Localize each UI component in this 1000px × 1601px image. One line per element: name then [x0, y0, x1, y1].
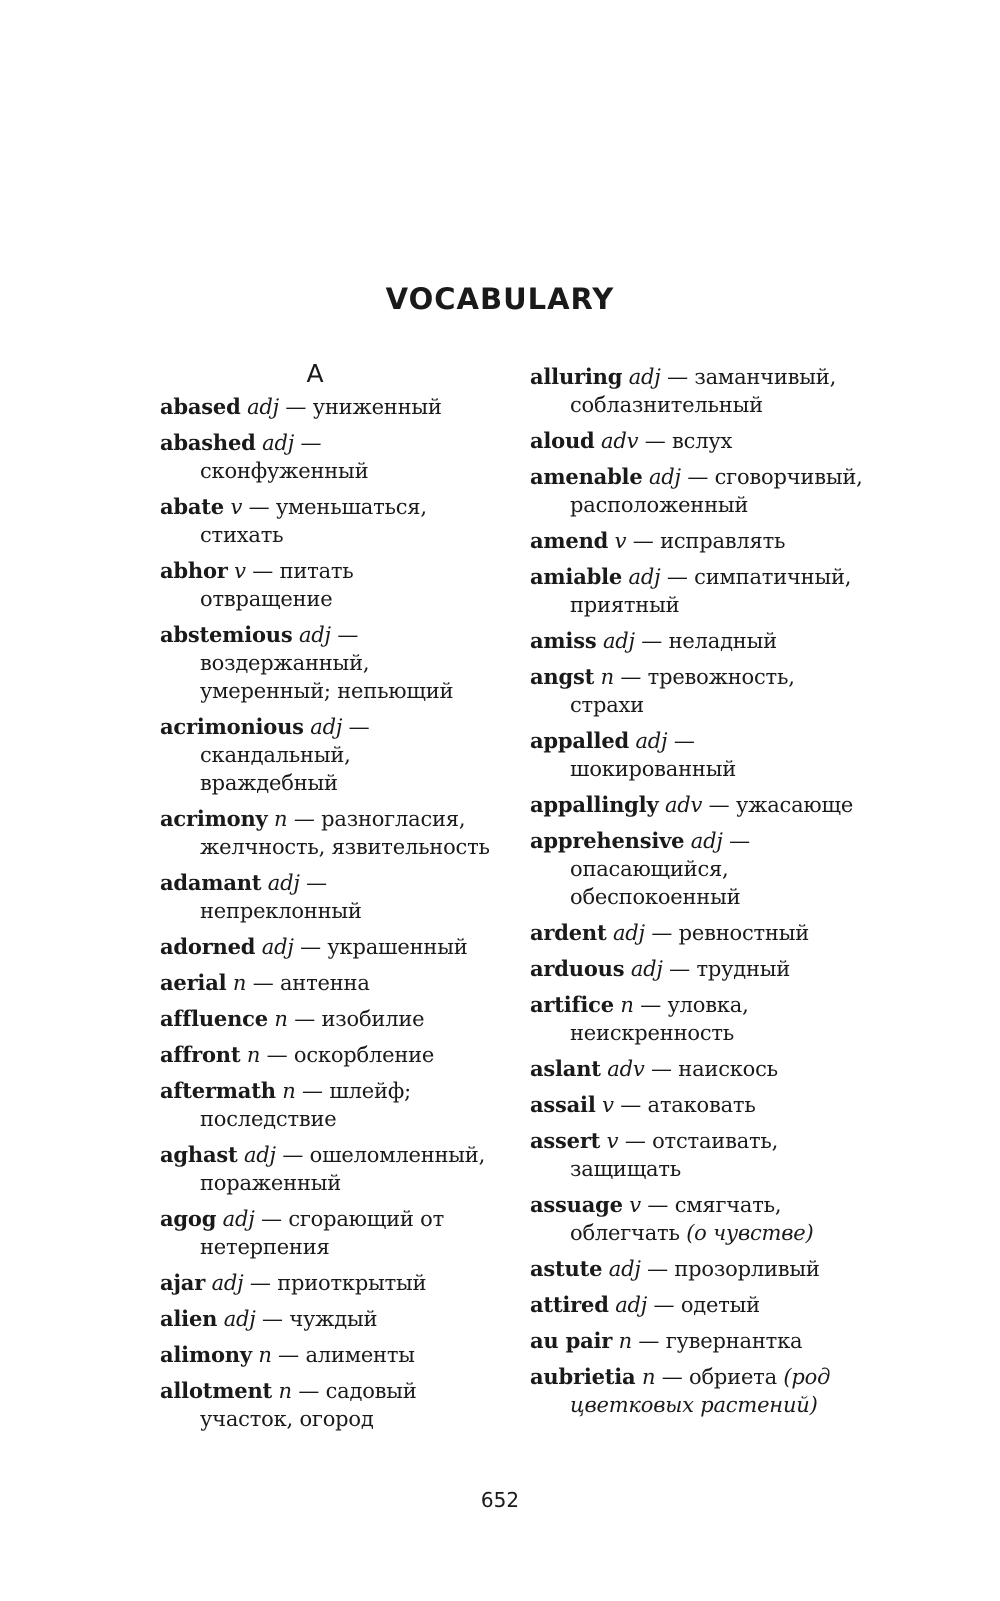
entry-note: (о чувстве): [686, 1221, 814, 1245]
dictionary-entry: [530, 363, 865, 419]
entry-headword: aerial: [160, 970, 227, 995]
entry-translation: сговорчивый, расположенный: [570, 465, 863, 517]
right-entry-list: [530, 363, 865, 1419]
entry-part-of-speech: n: [600, 665, 614, 689]
entry-translation: питать отвращение: [200, 559, 354, 611]
entry-headword: aftermath: [160, 1078, 276, 1103]
entry-translation: украшенный: [327, 935, 468, 959]
dictionary-entry: [530, 1255, 865, 1283]
entry-part-of-speech: adj: [267, 871, 300, 895]
entry-dash: —: [631, 1329, 666, 1353]
entry-headword: artifice: [530, 992, 614, 1017]
entry-note: (род цветковых растений): [570, 1365, 831, 1417]
entry-dash: —: [243, 1271, 278, 1295]
entry-part-of-speech: adj: [612, 921, 645, 945]
entry-headword: affluence: [160, 1006, 268, 1031]
entry-part-of-speech: adj: [630, 957, 663, 981]
dictionary-entry: [160, 557, 490, 613]
entry-translation: отстаивать, защищать: [570, 1129, 779, 1181]
entry-dash: —: [626, 529, 661, 553]
entry-headword: astute: [530, 1256, 603, 1281]
entry-headword: adamant: [160, 870, 262, 895]
entry-headword: appallingly: [530, 792, 659, 817]
entry-dash: —: [640, 1257, 675, 1281]
entry-part-of-speech: adj: [690, 829, 723, 853]
entry-dash: —: [295, 1079, 330, 1103]
entry-part-of-speech: adj: [298, 623, 331, 647]
entry-part-of-speech: v: [602, 1093, 614, 1117]
dictionary-entry: [160, 1269, 490, 1297]
entry-translation: прозорливый: [674, 1257, 820, 1281]
entry-dash: —: [644, 921, 679, 945]
entry-headword: aloud: [530, 428, 595, 453]
entry-translation: шлейф; последствие: [200, 1079, 411, 1131]
entry-dash: —: [680, 465, 715, 489]
entry-dash: —: [644, 1057, 679, 1081]
dictionary-entry: [160, 805, 490, 861]
entry-headword: ajar: [160, 1270, 206, 1295]
dictionary-entry: [160, 869, 490, 925]
entry-dash: —: [291, 1379, 326, 1403]
entry-headword: ardent: [530, 920, 607, 945]
dictionary-entry: [530, 1091, 865, 1119]
entry-dash: —: [667, 729, 695, 753]
entry-part-of-speech: v: [629, 1193, 641, 1217]
entry-headword: arduous: [530, 956, 625, 981]
entry-translation: сконфуженный: [200, 459, 369, 483]
entry-dash: —: [245, 559, 280, 583]
entry-part-of-speech: n: [282, 1079, 296, 1103]
entry-translation: смягчать, облегчать: [570, 1193, 782, 1245]
entry-headword: assuage: [530, 1192, 623, 1217]
entry-headword: affront: [160, 1042, 241, 1067]
section-letter: A: [306, 359, 324, 388]
entry-translation: шокированный: [570, 757, 737, 781]
entry-translation: атаковать: [647, 1093, 756, 1117]
dictionary-entry: [530, 527, 865, 555]
entry-translation: ошеломленный, пораженный: [200, 1143, 486, 1195]
entry-part-of-speech: adj: [615, 1293, 648, 1317]
entry-part-of-speech: adv: [664, 793, 703, 817]
entry-translation: трудный: [696, 957, 791, 981]
entry-dash: —: [662, 957, 697, 981]
entry-headword: abhor: [160, 558, 228, 583]
entry-dash: —: [255, 1307, 290, 1331]
entry-translation: воздержанный, умеренный; непьющий: [200, 651, 454, 703]
entry-translation: ревностный: [678, 921, 810, 945]
dictionary-entry: [530, 463, 865, 519]
dictionary-entry: [530, 827, 865, 911]
dictionary-entry: [530, 1327, 865, 1355]
entry-part-of-speech: n: [274, 807, 288, 831]
dictionary-entry: [530, 663, 865, 719]
entry-translation: наискось: [678, 1057, 778, 1081]
entry-dash: —: [242, 495, 276, 519]
entry-headword: amenable: [530, 464, 643, 489]
dictionary-entry: [530, 991, 865, 1047]
dictionary-entry: [160, 1341, 490, 1369]
entry-dash: —: [293, 935, 328, 959]
entry-headword: appalled: [530, 728, 629, 753]
entry-dash: —: [287, 1007, 322, 1031]
entry-dash: —: [278, 395, 313, 419]
dictionary-entry: [160, 933, 490, 961]
entry-headword: adorned: [160, 934, 256, 959]
entry-part-of-speech: adj: [608, 1257, 641, 1281]
entry-part-of-speech: adj: [648, 465, 681, 489]
entry-translation: симпатичный, приятный: [570, 565, 852, 617]
entry-translation: одетый: [680, 1293, 760, 1317]
entry-part-of-speech: adj: [223, 1307, 256, 1331]
dictionary-entry: [160, 1205, 490, 1261]
entry-translation: чуждый: [289, 1307, 378, 1331]
entry-translation: исправлять: [660, 529, 786, 553]
dictionary-entry: [160, 493, 490, 549]
entry-headword: abate: [160, 494, 224, 519]
entry-translation: сгорающий от нетерпения: [200, 1207, 445, 1259]
entry-headword: assert: [530, 1128, 601, 1153]
entry-part-of-speech: v: [606, 1129, 619, 1153]
entry-dash: —: [702, 793, 736, 817]
dictionary-entry: [160, 621, 490, 705]
entry-dash: —: [640, 1193, 675, 1217]
entry-headword: abased: [160, 394, 241, 419]
entry-translation: униженный: [312, 395, 442, 419]
dictionary-entry: [530, 1127, 865, 1183]
dictionary-entry: [160, 1041, 490, 1069]
dictionary-entry: [530, 627, 865, 655]
entry-translation: опасающийся, обеспокоенный: [570, 857, 741, 909]
dictionary-entry: [160, 713, 490, 797]
entry-dash: —: [294, 431, 322, 455]
entry-translation: гувернантка: [665, 1329, 803, 1353]
dictionary-entry: [160, 1305, 490, 1333]
entry-part-of-speech: n: [618, 1329, 632, 1353]
entry-translation: неладный: [668, 629, 777, 653]
entry-dash: —: [655, 1365, 690, 1389]
entry-translation: алименты: [305, 1343, 415, 1367]
entry-dash: —: [246, 971, 280, 995]
entry-part-of-speech: n: [620, 993, 634, 1017]
entry-dash: —: [271, 1343, 306, 1367]
entry-dash: —: [722, 829, 750, 853]
entry-dash: —: [647, 1293, 681, 1317]
entry-part-of-speech: adj: [262, 431, 294, 455]
entry-part-of-speech: adj: [602, 629, 635, 653]
entry-headword: amiable: [530, 564, 623, 589]
entry-translation: изобилие: [321, 1007, 425, 1031]
page-title: VOCABULARY: [385, 282, 615, 316]
entry-translation: уменьшаться, стихать: [200, 495, 427, 547]
entry-part-of-speech: n: [274, 1007, 288, 1031]
entry-translation: обриета: [689, 1365, 784, 1389]
entry-part-of-speech: adv: [607, 1057, 645, 1081]
entry-headword: alimony: [160, 1342, 252, 1367]
dictionary-entry: [530, 955, 865, 983]
dictionary-entry: [530, 727, 865, 783]
entry-dash: —: [634, 629, 669, 653]
right-column: [530, 363, 865, 1427]
dictionary-entry: [530, 791, 865, 819]
entry-part-of-speech: adj: [222, 1207, 255, 1231]
entry-headword: aghast: [160, 1142, 238, 1167]
entry-part-of-speech: adj: [628, 565, 661, 589]
entry-dash: —: [299, 871, 327, 895]
dictionary-entry: [530, 1363, 865, 1419]
entry-translation: уловка, неискренность: [570, 993, 749, 1045]
entry-part-of-speech: adj: [635, 729, 668, 753]
left-entry-list: [160, 393, 490, 1433]
entry-dash: —: [275, 1143, 310, 1167]
entry-headword: abstemious: [160, 622, 293, 647]
entry-translation: разногласия, желчность, язвительность: [200, 807, 490, 859]
entry-headword: apprehensive: [530, 828, 685, 853]
entry-part-of-speech: v: [614, 529, 627, 553]
dictionary-entry: [530, 563, 865, 619]
entry-dash: —: [260, 1043, 294, 1067]
dictionary-entry: [160, 429, 490, 485]
entry-part-of-speech: n: [641, 1365, 656, 1389]
dictionary-entry: [160, 1077, 490, 1133]
entry-translation: оскорбление: [293, 1043, 435, 1067]
entry-headword: aubrietia: [530, 1364, 636, 1389]
entry-headword: attired: [530, 1292, 609, 1317]
entry-translation: непреклонный: [200, 899, 362, 923]
entry-part-of-speech: adj: [261, 935, 294, 959]
entry-headword: alluring: [530, 364, 623, 389]
entry-headword: acrimonious: [160, 714, 304, 739]
dictionary-entry: [160, 1141, 490, 1197]
entry-headword: assail: [530, 1092, 596, 1117]
dictionary-entry: [530, 1055, 865, 1083]
dictionary-entry: [160, 393, 490, 421]
entry-dash: —: [638, 429, 673, 453]
entry-dash: —: [287, 807, 322, 831]
entry-part-of-speech: adj: [211, 1271, 244, 1295]
entry-headword: amiss: [530, 628, 597, 653]
page-number: 652: [480, 1488, 520, 1512]
entry-headword: agog: [160, 1206, 217, 1231]
entry-part-of-speech: n: [232, 971, 247, 995]
entry-headword: allotment: [160, 1378, 273, 1403]
entry-part-of-speech: v: [234, 559, 246, 583]
entry-part-of-speech: n: [246, 1043, 261, 1067]
entry-dash: —: [330, 623, 359, 647]
entry-part-of-speech: adj: [243, 1143, 276, 1167]
entry-part-of-speech: adj: [247, 395, 279, 419]
entry-translation: скандальный, враждебный: [200, 743, 351, 795]
entry-dash: —: [254, 1207, 289, 1231]
entry-translation: антенна: [279, 971, 370, 995]
entry-headword: aslant: [530, 1056, 601, 1081]
left-column: [160, 360, 490, 1441]
entry-headword: alien: [160, 1306, 218, 1331]
entry-dash: —: [342, 715, 370, 739]
entry-headword: au pair: [530, 1328, 613, 1353]
entry-part-of-speech: n: [278, 1379, 292, 1403]
entry-translation: садовый участок, огород: [200, 1379, 417, 1431]
entry-part-of-speech: v: [230, 495, 243, 519]
entry-part-of-speech: adv: [601, 429, 639, 453]
entry-headword: amend: [530, 528, 609, 553]
dictionary-entry: [530, 427, 865, 455]
entry-dash: —: [613, 1093, 648, 1117]
dictionary-entry: [530, 1191, 865, 1247]
entry-translation: тревожность, страхи: [570, 665, 795, 717]
entry-translation: вслух: [672, 429, 733, 453]
entry-translation: ужасающе: [735, 793, 854, 817]
entry-part-of-speech: n: [258, 1343, 272, 1367]
dictionary-entry: [160, 1377, 490, 1433]
entry-headword: angst: [530, 664, 595, 689]
entry-dash: —: [633, 993, 668, 1017]
entry-headword: acrimony: [160, 806, 268, 831]
entry-translation: приоткрытый: [277, 1271, 427, 1295]
entry-dash: —: [618, 1129, 653, 1153]
entry-dash: —: [660, 365, 695, 389]
dictionary-entry: [530, 1291, 865, 1319]
dictionary-entry: [160, 969, 490, 997]
entry-dash: —: [660, 565, 695, 589]
entry-headword: abashed: [160, 430, 256, 455]
entry-translation: заманчивый, соблазнительный: [570, 365, 837, 417]
entry-part-of-speech: adj: [310, 715, 343, 739]
dictionary-entry: [160, 1005, 490, 1033]
dictionary-entry: [530, 919, 865, 947]
entry-part-of-speech: adj: [628, 365, 661, 389]
entry-dash: —: [613, 665, 648, 689]
